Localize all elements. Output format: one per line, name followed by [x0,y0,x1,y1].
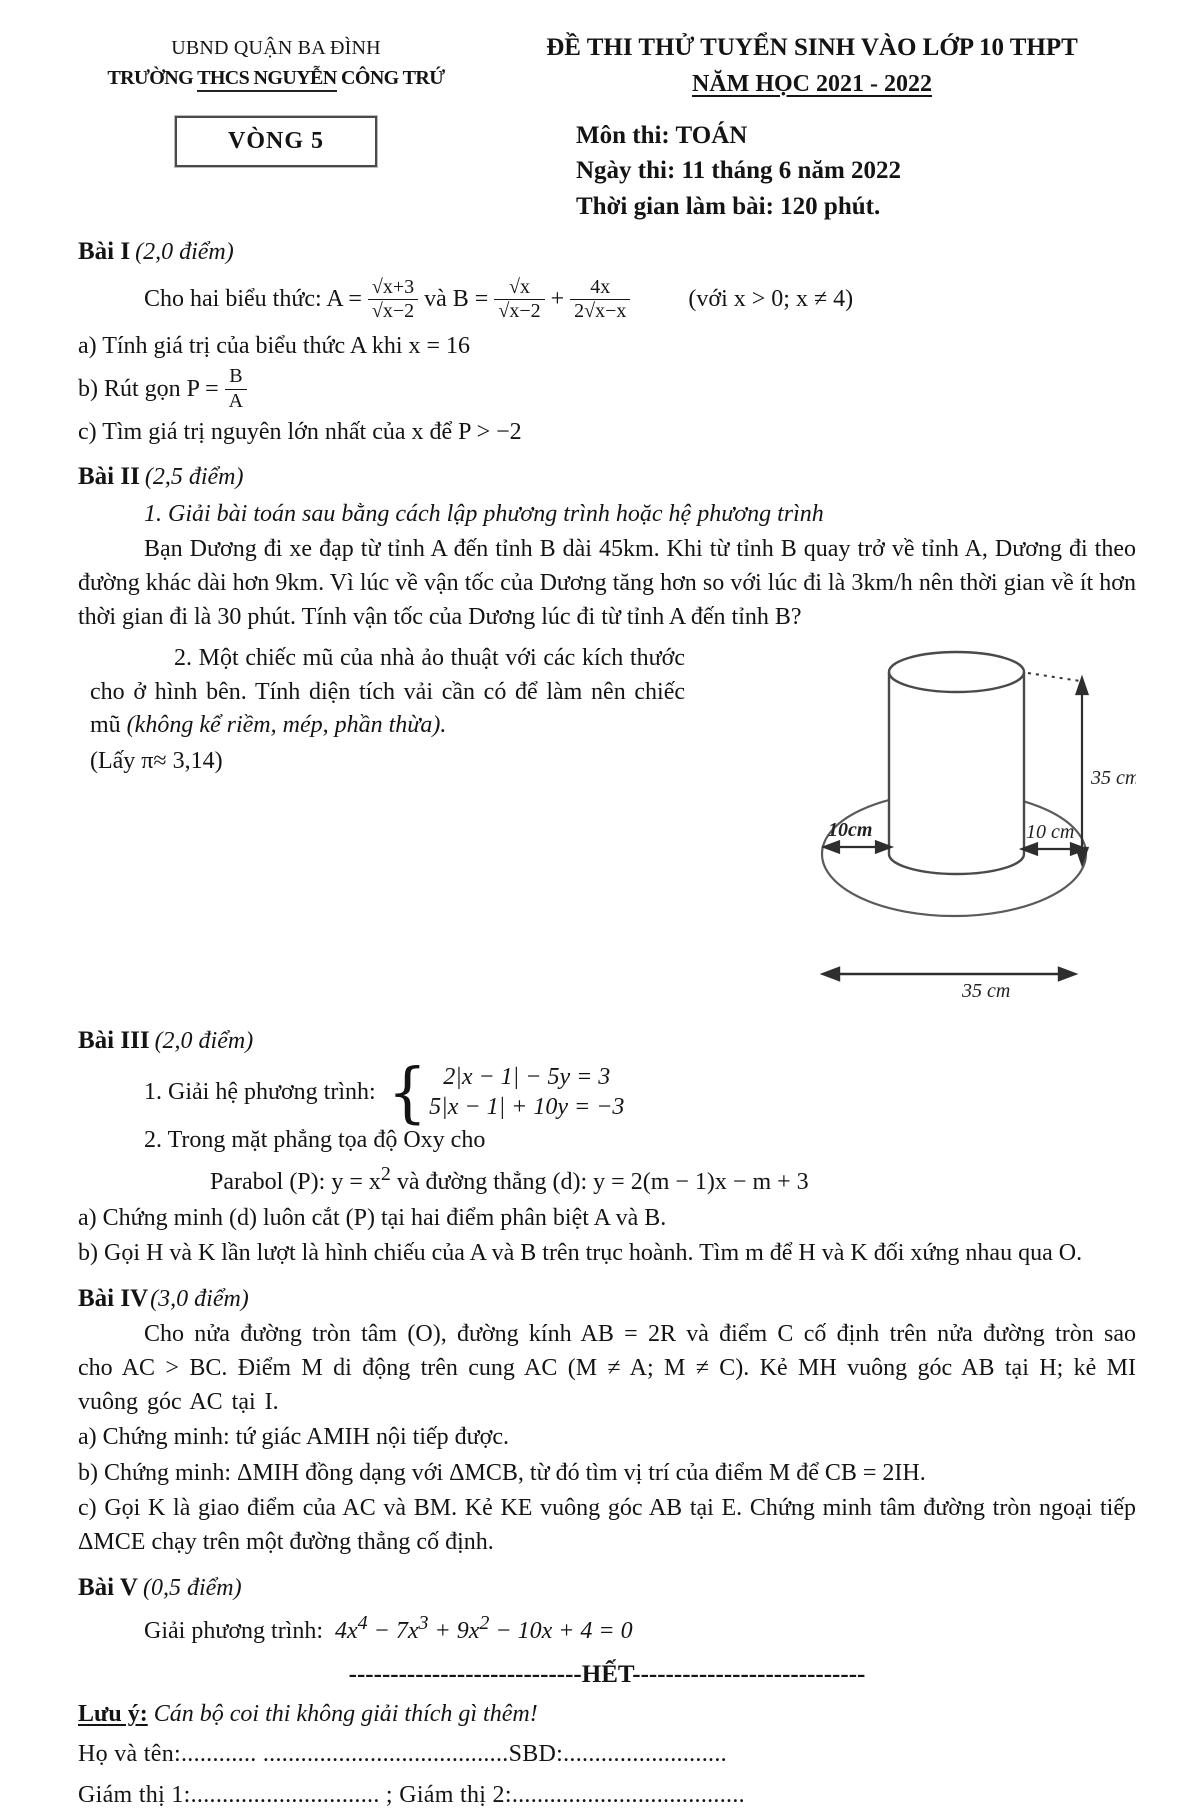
bai5-label: Giải phương trình: [144,1618,324,1645]
hat-cylinder-body [889,672,1024,874]
bai2-title: Bài II [78,463,140,491]
school-year: NĂM HỌC 2021 - 2022 [692,71,932,97]
bai3-points: (2,0 điểm) [154,1027,254,1054]
width-dimension-arrow [823,968,1075,980]
section-bai-5 [78,1570,1136,1649]
eq-term3: + 9x [428,1618,480,1645]
fraction-B1: $\frac{√x}{√x-2}$ [494,276,544,324]
bai1-plus: + [550,285,565,312]
bai5-equation [335,1612,633,1645]
bai5-equation-line [78,1609,1136,1649]
bai4-intro: Cho nửa đường tròn tâm (O), đường kính AB = 2R và điểm C cố định trên nửa đường tròn sao cho AC > BC. Điểm M di động trên cung AC (M ≠ A; M ≠ C). Kẻ MH vuông góc AB tại H; kẻ MI vuông góc AC tại I. [78,1321,1136,1415]
bai4-title: Bài IV [78,1284,149,1312]
bai4-item-b: b) Chứng minh: ΔMIH đồng dạng với ΔMCB, từ đó tìm vị trí của điểm M để CB = 2IH. [78,1459,926,1486]
note-label: Lưu ý: [78,1700,148,1727]
bai2-points: (2,5 điểm) [144,464,244,491]
org-name-line2 [78,64,474,92]
section-bai-1 [78,234,1136,449]
candidate-name-line: Họ và tên:............ .......................................SBD:.......................... [78,1741,727,1768]
exam-meta [576,118,1136,225]
bai1-item-a: a) Tính giá trị của biểu thức A khi x = 16 [78,332,471,359]
section-bai-4 [78,1281,1136,1560]
eq-term2: − 7x [367,1618,419,1645]
bai1-title: Bài I [78,238,131,266]
brim-left-label: 10cm [828,819,873,842]
parabol-sup: 2 [380,1163,391,1185]
system-brace: { [387,1053,428,1131]
bai1-points: (2,0 điểm) [135,239,234,266]
round-label: VÒNG 5 [228,128,324,154]
brim-right-arrow [1022,844,1086,855]
note-text: Cán bộ coi thi không giải thích gì thêm! [147,1700,538,1727]
bai2-part2-normal: 2. Một chiếc mũ của nhà ảo thuật với các kích thước cho ở hình bên. Tính diện tích vải cần có để làm nên chiếc mũ [90,645,685,739]
bai1-formula [78,270,1136,328]
section-bai-3 [78,1023,1136,1271]
bai4-heading [78,1281,1136,1317]
bai5-title: Bài V [78,1573,138,1601]
eq-exp3: 2 [479,1612,490,1635]
org-line2-underlined: THCS NGUYỄN [197,67,337,92]
fraction-B2: $\frac{4x}{2√x-x}$ [570,276,630,324]
bai3-item-a: a) Chứng minh (d) luôn cắt (P) tại hai điểm phân biệt A và B. [78,1204,667,1231]
bai1-item-b-text: b) Rút gọn P = [78,375,219,402]
eq-term4: − 10x + 4 = 0 [489,1618,633,1645]
header-left [78,30,474,224]
eq-exp2: 3 [418,1612,429,1635]
bai2-part2-text [78,642,685,743]
header [78,30,1136,224]
date-line: Ngày thi: 11 tháng 6 năm 2022 [576,157,902,185]
bai2-heading [78,459,1136,495]
height-dimension-arrow [1077,678,1088,864]
end-divider: ----------------------------HẾT---------------------------- [348,1660,866,1688]
bai4-item-a: a) Chứng minh: tứ giác AMIH nội tiếp được. [78,1424,509,1451]
bai1-item-b [78,365,1136,413]
brim-left-arrow [824,842,891,853]
eq-exp1: 4 [357,1612,368,1635]
bai2-part2-row [78,642,1136,1013]
parabol-pre: Parabol (P): y = x [210,1169,381,1195]
hat-figure [814,642,1136,1013]
subject-line: Môn thi: TOÁN [576,121,748,149]
bai1-mid: và B = [424,285,489,312]
bai1-intro: Cho hai biểu thức: A = [144,285,362,312]
parabol-post: và đường thẳng (d): y = 2(m − 1)x − m + 3 [390,1169,809,1195]
exam-title: ĐỀ THI THỬ TUYỂN SINH VÀO LỚP 10 THPT [546,34,1078,61]
org-name-line1: UBND QUẬN BA ĐÌNH [171,37,381,59]
bai1-item-c: c) Tìm giá trị nguyên lớn nhất của x để P > −2 [78,418,522,445]
bai3-part2: 2. Trong mặt phẳng tọa độ Oxy cho [144,1127,486,1154]
duration-line: Thời gian làm bài: 120 phút. [576,192,881,220]
proctor-line: Giám thị 1:.............................. ; Giám thị 2:..................................... [78,1781,745,1808]
dotted-guide-line [1028,673,1080,681]
bai5-points: (0,5 điểm) [142,1574,242,1601]
eq-term1: 4x [335,1618,358,1645]
org-line2-pre: TRƯỜNG [107,67,198,89]
bai2-part1-text: Bạn Dương đi xe đạp từ tỉnh A đến tỉnh B dài 45km. Khi từ tỉnh B quay trở về tỉnh A, Dương đi theo đường khác dài hơn 9km. Vì lúc về vận tốc của Dương tăng hơn so với lúc đi là 3km/h nên thời gian về ít hơn thời gian đi là 30 phút. Tính vận tốc của Dương lúc đi từ tỉnh A đến tỉnh B? [78,536,1136,630]
bai3-title: Bài III [78,1026,150,1054]
bai3-item-b: b) Gọi H và K lần lượt là hình chiếu của A và B trên trục hoành. Tìm m để H và K đối xứng nhau qua O. [78,1240,1083,1267]
round-box [175,116,377,167]
bai2-part2-textcol [78,642,685,1013]
bai2-pi-note: (Lấy π≈ 3,14) [90,748,223,774]
bai3-part1-label: 1. Giải hệ phương trình: [144,1078,376,1105]
footer-note [78,1698,1136,1732]
system-eq2: 5|x − 1| + 10y = −3 [429,1094,625,1121]
brim-right-label: 10 cm [1026,821,1075,844]
fraction-P: $\frac{B}{A}$ [225,365,247,413]
org-line2-post: CÔNG TRỨ [336,67,445,89]
fraction-A: $\frac{√x+3}{√x-2}$ [368,276,418,324]
system-eq1: 2|x − 1| − 5y = 3 [443,1064,611,1091]
bai2-part2-italic: (không kể riềm, mép, phần thừa). [126,712,447,739]
bai2-part1-title: 1. Giải bài toán sau bằng cách lập phương trình hoặc hệ phương trình [144,500,824,527]
hat-cylinder-top [889,652,1024,692]
hat-figure-svg [814,642,1136,1002]
header-right [474,30,1136,224]
section-bai-2 [78,459,1136,1013]
bai4-points: (3,0 điểm) [150,1285,249,1312]
system-equations [429,1062,624,1122]
width-label: 35 cm [962,980,1011,1003]
bai1-condition: (với x > 0; x ≠ 4) [688,285,854,312]
bai5-heading [78,1570,1136,1606]
height-label: 35 cm [1091,767,1136,790]
bai1-heading [78,234,1136,270]
bai3-system-line [78,1053,1136,1131]
bai4-item-c: c) Gọi K là giao điểm của AC và BM. Kẻ KE vuông góc AB tại E. Chứng minh tâm đường tròn ngoại tiếp ΔMCE chạy trên một đường thẳng cố định. [78,1495,1136,1555]
bai3-heading [78,1023,1136,1059]
bai3-parabol-line [78,1160,1136,1200]
